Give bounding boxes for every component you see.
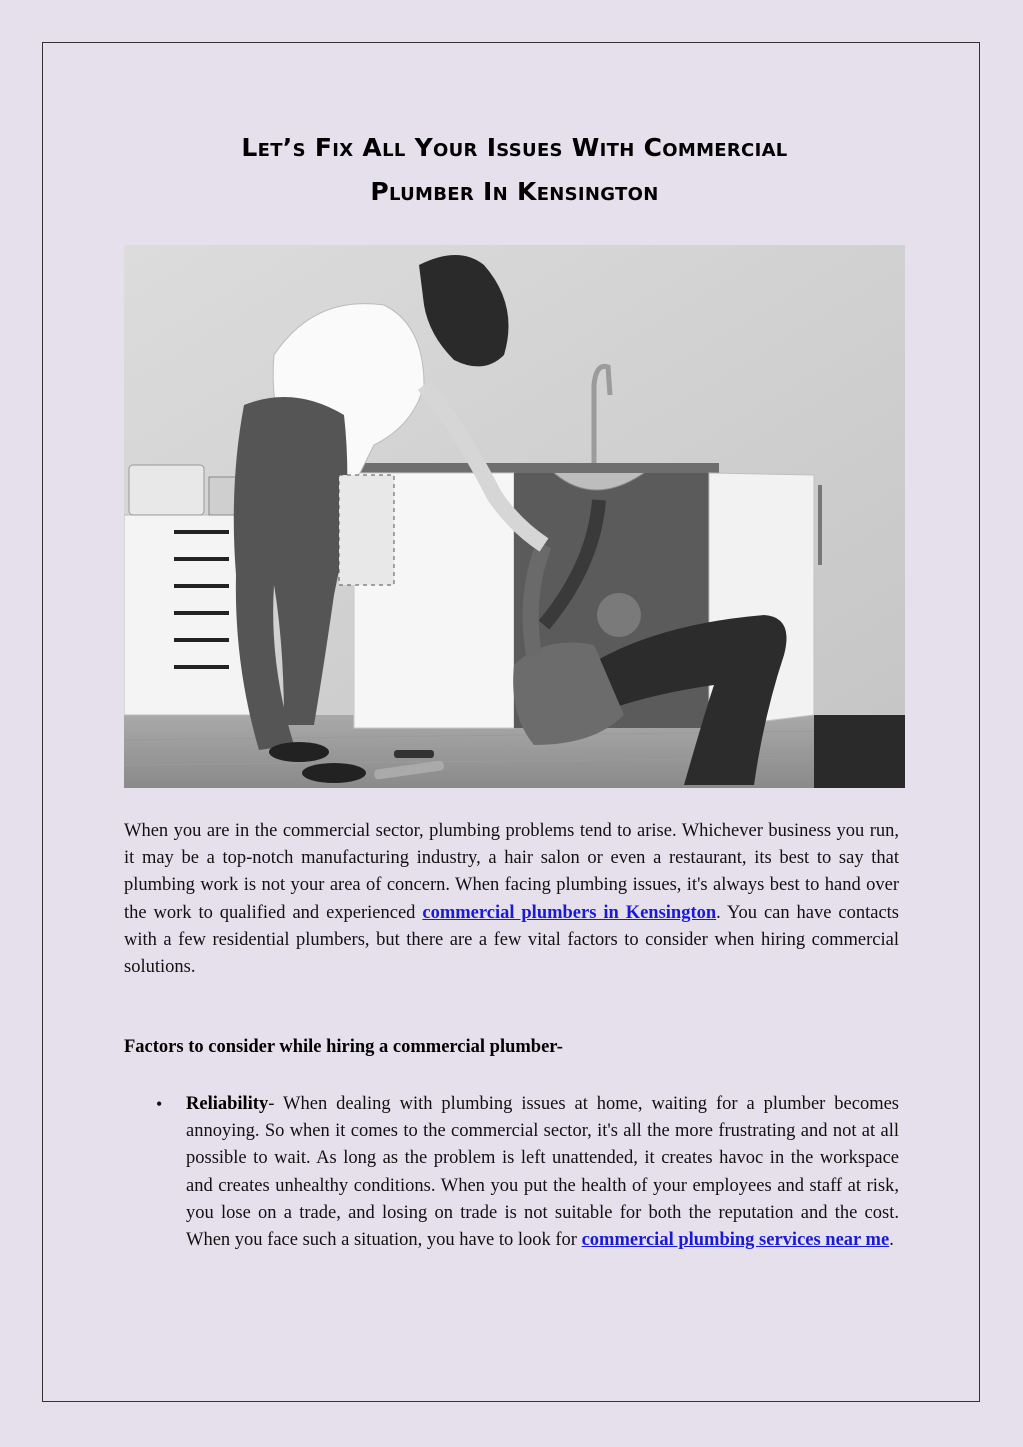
title-line-2: Plumber In Kensington: [370, 177, 659, 206]
intro-paragraph: [124, 818, 899, 981]
list-item: [156, 1091, 899, 1254]
factors-list: [156, 1091, 899, 1254]
factor-text-before: - When dealing with plumbing issues at home, waiting for a plumber becomes annoying. So when it comes to the commercial sector, it's all the more frustrating and not at all possible to wait. As long as the problem is left unattended, it creates havoc in the workspace and creates unhealthy conditions. When you put the health of your employees and staff at risk, you lose on a trade, and losing on trade is not suitable for both the reputation and the cost. When you face such a situation, you have to look for: [186, 1094, 899, 1251]
factors-heading: Factors to consider while hiring a commercial plumber-: [124, 1037, 563, 1057]
intro-text-after: . You can have contacts with a few residential plumbers, but there are a few vital factors to consider when hiring commercial solutions.: [124, 902, 900, 978]
factor-text-after: .: [889, 1230, 894, 1251]
factor-term: Reliability: [186, 1094, 269, 1114]
commercial-plumbing-services-link[interactable]: commercial plumbing services near me: [581, 1230, 890, 1251]
plumber-under-sink-photo: [124, 245, 905, 788]
commercial-plumbers-kensington-link[interactable]: commercial plumbers in Kensington: [422, 902, 717, 923]
title-line-1: Let’s Fix All Your Issues With Commercial: [241, 133, 788, 162]
bullet-icon: •: [156, 1094, 163, 1114]
intro-text-before: When you are in the commercial sector, plumbing problems tend to arise. Whichever business you run, it may be a top-notch manufacturing industry, a hair salon or even a restaurant, its best to say that plumbing work is not your area of concern. When facing plumbing issues, it's always best to hand over the work to qualified and experienced: [124, 821, 899, 923]
page-title: [124, 126, 905, 214]
